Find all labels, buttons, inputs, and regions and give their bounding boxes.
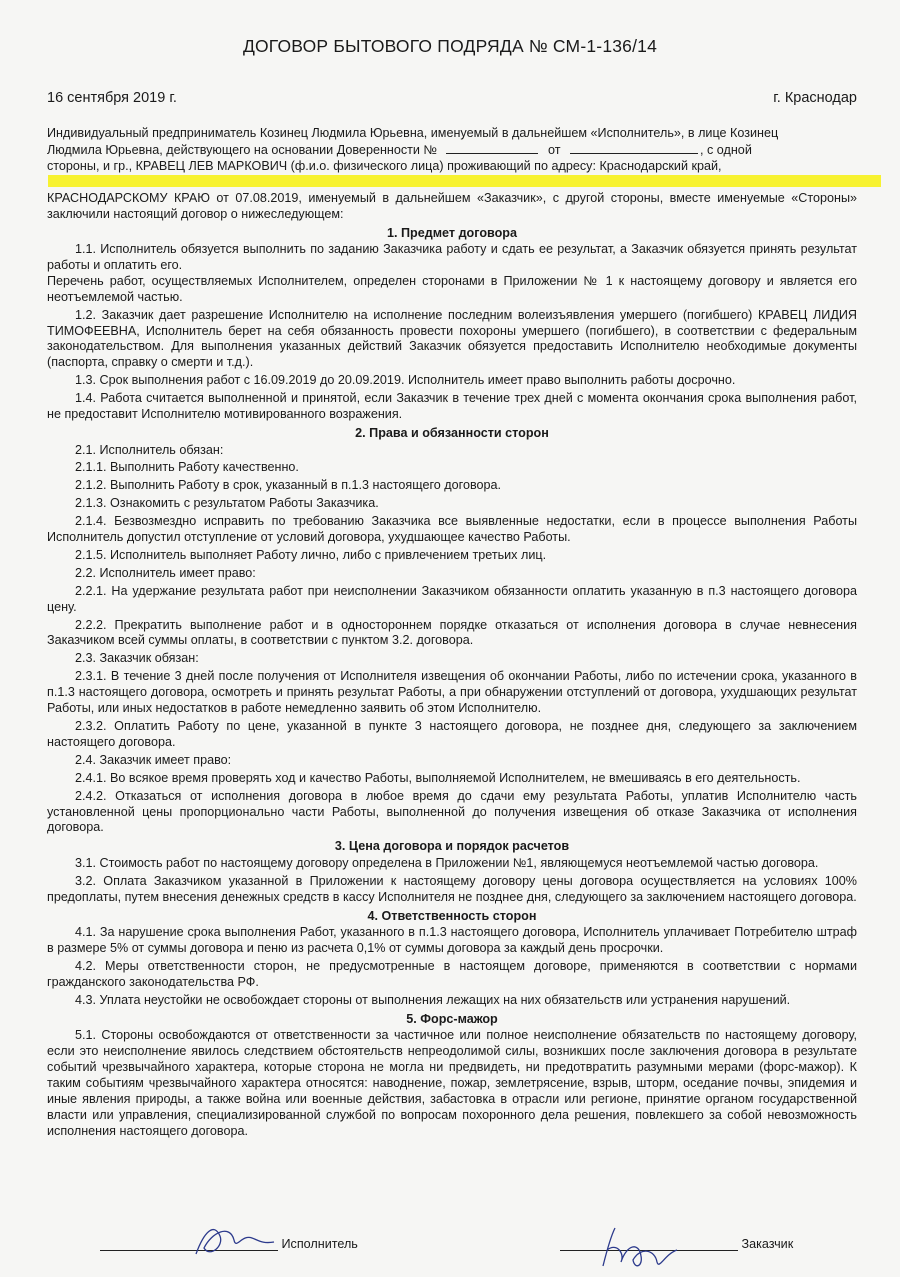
customer-signature-label: Заказчик	[741, 1237, 794, 1251]
section-3-heading: 3. Цена договора и порядок расчетов	[334, 839, 570, 854]
section-4-heading: 4. Ответственность сторон	[367, 908, 537, 923]
clause-2-1-4: 2.1.4. Безвозмездно исправить по требованию Заказчика все выявленные недостатки, если в процессе выполнения Работы Исполнитель допустил отступление от условий договора, ухудшающее качество Работы.	[47, 514, 857, 545]
intro-line-2-end: , с одной	[699, 142, 752, 157]
intro-line-3: стороны, и гр., КРАВЕЦ ЛЕВ МАРКОВИЧ (ф.и.о. физического лица) проживающий по адресу: Краснодарский край,	[47, 158, 722, 173]
contractor-signature-label: Исполнитель	[281, 1237, 358, 1251]
clause-2-1-5: 2.1.5. Исполнитель выполняет Работу лично, либо с привлечением третьих лиц.	[75, 547, 547, 562]
clause-2-1-1: 2.1.1. Выполнить Работу качественно.	[75, 460, 299, 475]
clause-2-4-2: 2.4.2. Отказаться от исполнения договора в любое время до сдачи ему результата Работы, уплатив Исполнителю часть установленной цены пропорционально части Работы, выполненной до получения извещения об отказе Заказчика от исполнения договора.	[47, 788, 857, 835]
clause-2-3: 2.3. Заказчик обязан:	[75, 651, 199, 666]
clause-4-2: 4.2. Меры ответственности сторон, не предусмотренные в настоящем договоре, применяются в соответствии с нормами гражданского законодательства РФ.	[47, 958, 857, 989]
clause-1-1-list: Перечень работ, осуществляемых Исполнителем, определен сторонами в Приложении № 1 к настоящему договору и является его неотъемлемой частью.	[47, 273, 857, 304]
clause-3-1: 3.1. Стоимость работ по настоящему договору определена в Приложении №1, являющемуся неотъемлемой частью договора.	[75, 855, 819, 870]
clause-1-3: 1.3. Срок выполнения работ с 16.09.2019 до 20.09.2019. Исполнитель имеет право выполнить работы досрочно.	[75, 373, 736, 388]
power-of-attorney-number-blank	[446, 142, 538, 154]
contract-body	[47, 126, 857, 1139]
contract-city: г. Краснодар	[773, 90, 857, 106]
customer-signature-icon	[595, 1220, 685, 1275]
section-2-heading: 2. Права и обязанности сторон	[355, 426, 549, 440]
contractor-signature-icon	[190, 1214, 280, 1264]
clause-4-3: 4.3. Уплата неустойки не освобождает стороны от выполнения лежащих на них обязательств или устранения нарушений.	[75, 992, 791, 1007]
power-of-attorney-date-blank	[570, 142, 698, 154]
intro-line-2	[47, 142, 857, 159]
clause-2-1: 2.1. Исполнитель обязан:	[75, 442, 224, 457]
section-5-heading: 5. Форс-мажор	[406, 1011, 498, 1026]
clause-3-2: 3.2. Оплата Заказчиком указанной в Приложении к настоящему договору цены договора осуществляется на условиях 100% предоплаты, путем внесения денежных средств в кассу Исполнителя не позднее дня, следующего за заключением настоящего договора.	[47, 873, 857, 904]
document-title: ДОГОВОР БЫТОВОГО ПОДРЯДА № СМ-1-136/14	[242, 36, 658, 56]
clause-5-1: 5.1. Стороны освобождаются от ответственности за частичное или полное неисполнение обязательств по настоящему договору, если это неисполнение явилось следствием обстоятельств непреодолимой силы, возникших после заключения договора в результате событий чрезвычайного характера, которые сторона не могла ни предвидеть, ни предотвратить разумными мерами (форс-мажор). К таким событиям чрезвычайного характера относятся: наводнение, пожар, землетрясение, взрыв, шторм, оседание почвы, эпидемия и иные явления природы, а также война или военные действия, забастовка в отрасли или регионе, принятие органом государственной власти или управления, специализированной службой по вопросам похоронного дела решения, повлекшего за собой невозможность исполнения настоящего договора.	[47, 1028, 857, 1138]
section-1-heading: 1. Предмет договора	[387, 225, 517, 240]
intro-line-2-text: Людмила Юрьевна, действующего на основании Доверенности №	[47, 142, 437, 157]
clause-1-2: 1.2. Заказчик дает разрешение Исполнителю на исполнение последним волеизъявления умершего (погибшего) КРАВЕЦ ЛИДИЯ ТИМОФЕЕВНА, Исполнитель берет на себя обязанность провести похороны умершего (погибшего), в соответствии с федеральным законодательством. Для выполнения указанных действий Заказчик обязуется предоставить Исполнителю необходимые документы (паспорта, справку о смерти и т.д.).	[47, 307, 857, 370]
intro-line-2-from: от	[547, 142, 561, 157]
clause-4-1: 4.1. За нарушение срока выполнения Работ, указанного в п.1.3 настоящего договора, Исполнитель уплачивает Потребителю штраф в размере 5% от суммы договора и пеню из расчета 0,1% от суммы договора за каждый день просрочки.	[47, 925, 857, 955]
clause-2-2: 2.2. Исполнитель имеет право:	[75, 565, 256, 580]
clause-2-1-2: 2.1.2. Выполнить Работу в срок, указанный в п.1.3 настоящего договора.	[75, 478, 502, 493]
clause-1-1: 1.1. Исполнитель обязуется выполнить по заданию Заказчика работу и сдать ее результат, а Заказчик обязуется принять результат работы и оплатить его.	[47, 242, 857, 272]
clause-1-4: 1.4. Работа считается выполненной и принятой, если Заказчик в течение трех дней с момента окончания срока выполнения работ, не предоставит Исполнителю мотивированного возражения.	[47, 391, 857, 422]
clause-2-4-1: 2.4.1. Во всякое время проверять ход и качество Работы, выполняемой Исполнителем, не вмешиваясь в его деятельность.	[75, 770, 801, 785]
clause-2-2-2: 2.2.2. Прекратить выполнение работ и в одностороннем порядке отказаться от исполнения договора в случае невнесения Заказчиком всей суммы оплаты, в соответствии с пунктом 3.2. договора.	[47, 617, 857, 648]
clause-2-3-1: 2.3.1. В течение 3 дней после получения от Исполнителя извещения об окончании Работы, либо по истечении срока, указанного в п.1.3 настоящего договора, осмотреть и принять результат Работы, а при обнаружении отступлений от договора, ухудшающих результат Работы, или иных недостатков в работе немедленно заявить об этом Исполнителю.	[47, 669, 857, 716]
clause-2-4: 2.4. Заказчик имеет право:	[75, 752, 232, 767]
contract-date: 16 сентября 2019 г.	[47, 90, 177, 106]
clause-2-1-3: 2.1.3. Ознакомить с результатом Работы Заказчика.	[75, 496, 379, 511]
intro-line-1: Индивидуальный предприниматель Козинец Людмила Юрьевна, именуемый в дальнейшем «Исполнитель», в лице Козинец	[47, 126, 779, 140]
clause-2-3-2: 2.3.2. Оплатить Работу по цене, указанной в пункте 3 настоящего договора, не позднее дня, следующего за заключением настоящего договора.	[47, 719, 857, 749]
clause-2-2-1: 2.2.1. На удержание результата работ при неисполнении Заказчиком обязанности оплатить указанную в п.3 настоящего договора цену.	[47, 583, 857, 614]
date-city-row	[47, 90, 857, 106]
intro-line-4: КРАСНОДАРСКОМУ КРАЮ от 07.08.2019, именуемый в дальнейшем «Заказчик», с другой стороны, вместе именуемые «Стороны» заключили настоящий договор о нижеследующем:	[47, 190, 857, 221]
